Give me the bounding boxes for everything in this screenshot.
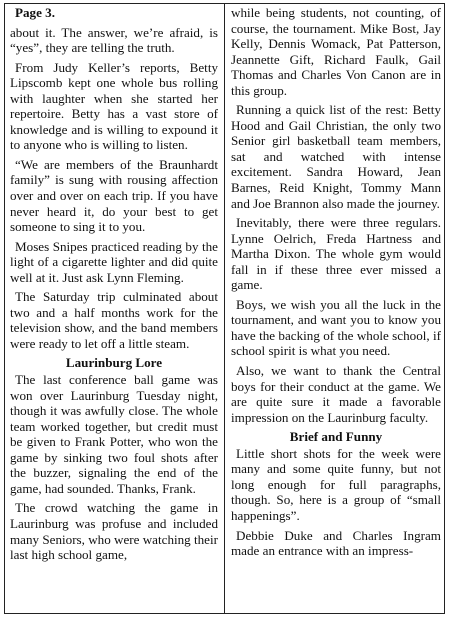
right-paragraph-2: Running a quick list of the rest: Betty Hood and Gail Christian, the only two Senior girl basketball team members, sat and watched with intense excitement. Sandra Howard, Jean Barnes, Reid Knight, Tommy Mann and Joe Brannon also made the journey.	[231, 102, 441, 211]
left-paragraph-5: The Saturday trip culminated about two and a half months work for the television show, and the band members were ready to let off a little steam.	[10, 289, 218, 351]
section-heading-laurinburg-lore: Laurinburg Lore	[65, 355, 163, 371]
left-paragraph-3: “We are members of the Braunhardt family” is sung with rousing affection over and over on each trip. If you have never heard it, do your best to get someone to sing it to you.	[10, 156, 218, 235]
page-label: Page 3.	[15, 5, 55, 20]
section-heading-brief-and-funny: Brief and Funny	[289, 429, 383, 445]
column-divider	[224, 3, 225, 614]
right-paragraph-5: Also, we want to thank the Central boys for their conduct at the game. We are quite sure it made a favorable impression on the Laurinburg faculty.	[231, 363, 441, 425]
frame-right-rule	[444, 3, 445, 614]
left-paragraph-4: Moses Snipes practiced reading by the light of a cigarette lighter and did quite well at it. Just ask Lynn Fleming.	[10, 238, 218, 285]
frame-left-rule	[4, 3, 5, 614]
left-paragraph-1: about it. The answer, we’re afraid, is “yes”, they are telling the truth.	[10, 24, 218, 56]
right-paragraph-4: Boys, we wish you all the luck in the tournament, and want you to know you have the backing of the whole school, if school spirit is what you need.	[231, 296, 441, 359]
left-paragraph-2: From Judy Keller’s reports, Betty Lipscomb kept one whole bus rolling with laughter when she started her repertoire. Betty has a vast store of knowledge and is willing to expound it to anyone who is willing to listen.	[10, 59, 218, 153]
right-paragraph-3: Inevitably, there were three regulars. Lynne Oelrich, Freda Hartness and Martha Dixon. The whole gym would fall in if these three ever missed a game.	[231, 215, 441, 293]
right-paragraph-7: Debbie Duke and Charles Ingram made an entrance with an impress-	[231, 527, 441, 559]
right-paragraph-1: while being students, not counting, of course, the tournament. Mike Bost, Jay Kelly, Dennis Womack, Pat Patterson, Jeannette Gift, Richard Faulk, Gail Thomas and Charles Von Canon are in this group.	[231, 5, 441, 98]
left-paragraph-6: The last conference ball game was won over Laurinburg Tuesday night, though it was awfully close. The whole team worked together, but credit must be given to Frank Potter, who won the game by sinking two foul shots after the buzzer, signaling the end of the game, had sounded. Thanks, Frank.	[10, 372, 218, 496]
right-column	[231, 5, 441, 612]
right-paragraph-6: Little short shots for the week were many and some quite funny, but not long enough for full paragraphs, though. So, here is a group of “small happenings”.	[231, 445, 441, 523]
left-column	[10, 5, 218, 612]
left-paragraph-7: The crowd watching the game in Laurinburg was profuse and included many Seniors, who were watching their last high school game,	[10, 500, 218, 563]
